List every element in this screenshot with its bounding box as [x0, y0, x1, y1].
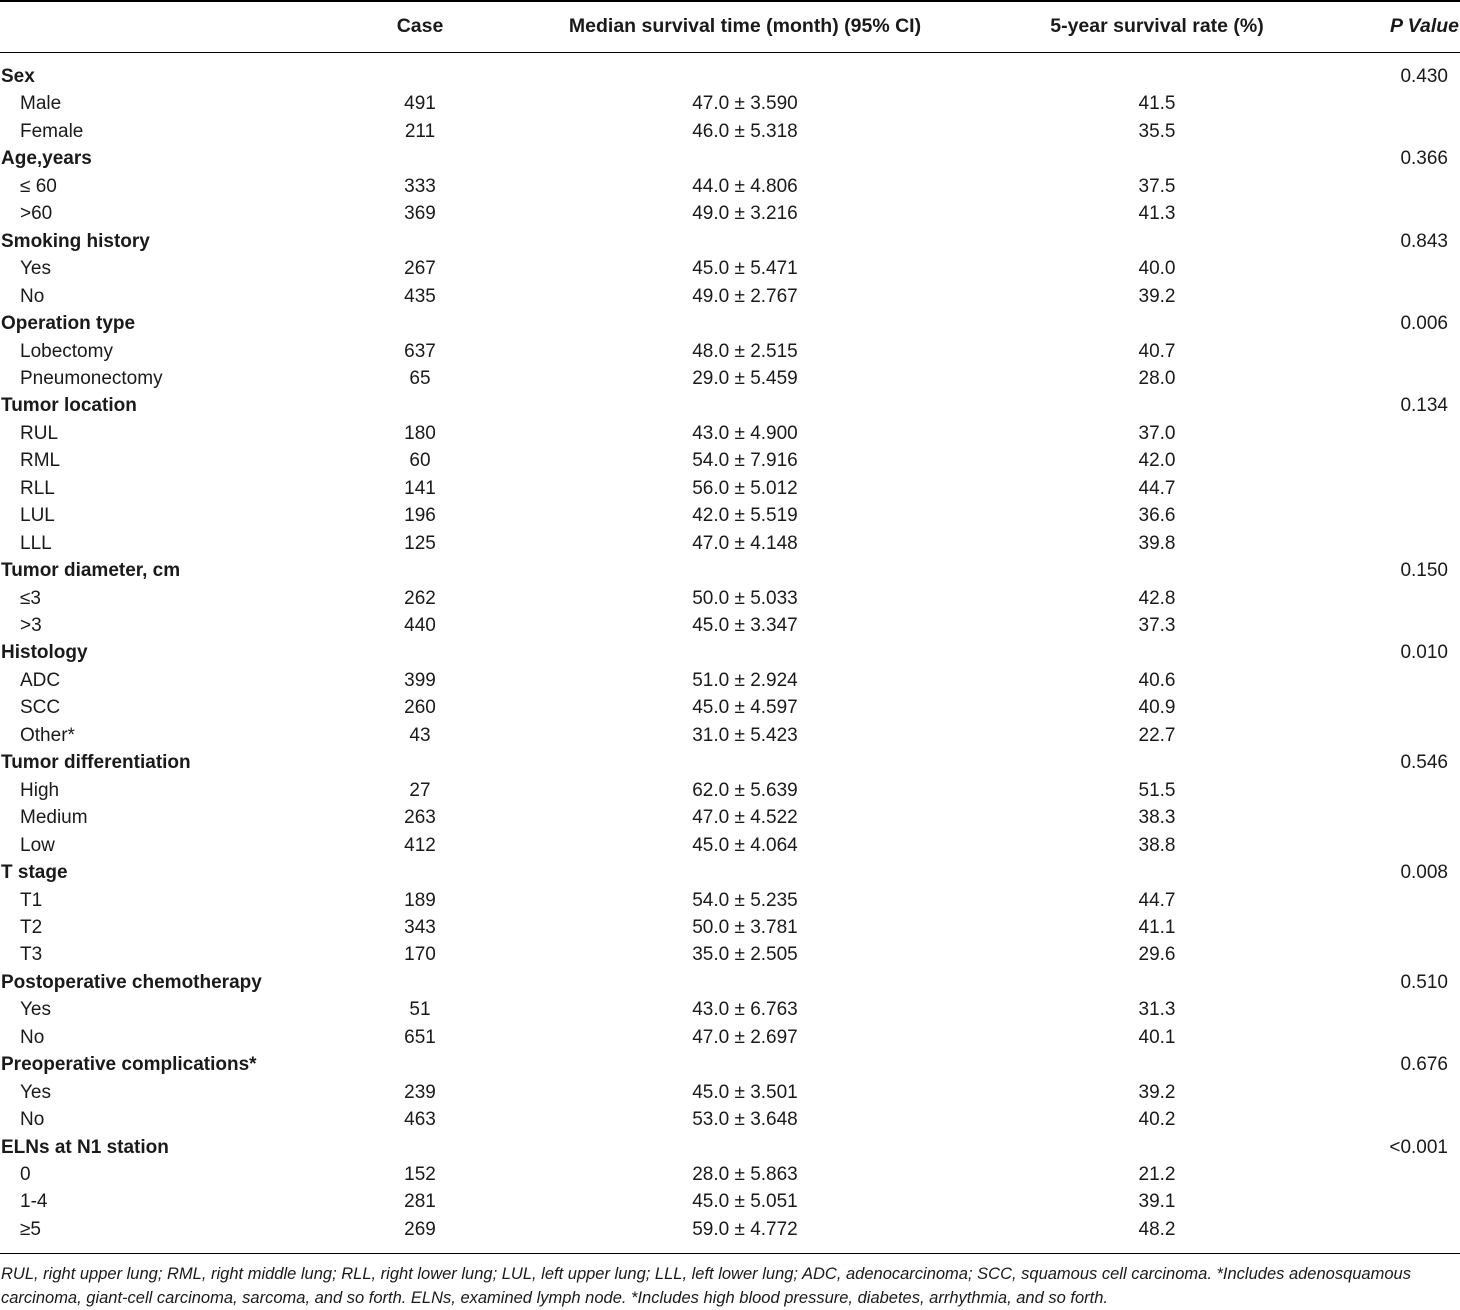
row-label: 0	[20, 1164, 31, 1185]
row-label: Low	[20, 834, 55, 856]
group-row	[0, 1051, 1460, 1078]
table-row	[0, 722, 1460, 749]
table-row	[0, 585, 1460, 612]
case-count: 267	[404, 258, 436, 280]
table-row	[0, 1079, 1460, 1106]
median-survival: 47.0 ± 4.148	[692, 532, 798, 554]
median-survival: 47.0 ± 2.697	[692, 1026, 798, 1048]
median-survival: 45.0 ± 4.597	[692, 697, 798, 719]
row-label: No	[20, 1109, 45, 1131]
median-survival: 45.0 ± 3.347	[692, 615, 798, 636]
survival-rate: 40.2	[1138, 1109, 1176, 1131]
group-label: Tumor diameter, cm	[1, 560, 181, 582]
row-label: Yes	[20, 258, 51, 280]
p-value: 0.510	[1400, 971, 1448, 993]
row-label: RML	[20, 450, 61, 472]
median-survival: 54.0 ± 5.235	[692, 889, 798, 911]
median-survival: 29.0 ± 5.459	[692, 367, 798, 389]
case-count: 43	[409, 724, 431, 746]
case-count: 412	[404, 834, 436, 856]
group-label: Age,years	[1, 148, 92, 170]
case-count: 343	[404, 916, 436, 938]
table-row	[0, 612, 1460, 639]
table-row	[0, 1216, 1460, 1243]
case-count: 170	[404, 944, 436, 966]
row-label: High	[20, 779, 60, 801]
table-row	[0, 338, 1460, 365]
p-value: 0.843	[1400, 230, 1448, 252]
group-row	[0, 228, 1460, 255]
row-label: Lobectomy	[20, 340, 113, 362]
survival-rate: 41.1	[1138, 916, 1176, 938]
case-count: 637	[404, 340, 436, 362]
case-count: 51	[409, 999, 431, 1021]
survival-rate: 37.5	[1138, 175, 1176, 197]
p-value: <0.001	[1389, 1136, 1448, 1158]
table-row	[0, 420, 1460, 447]
row-label: No	[20, 1026, 45, 1048]
header-survival-rate: 5-year survival rate (%)	[1050, 15, 1264, 37]
median-survival: 53.0 ± 3.648	[692, 1109, 798, 1131]
survival-rate: 40.0	[1138, 258, 1176, 280]
survival-rate: 35.5	[1138, 120, 1176, 142]
p-value: 0.006	[1400, 313, 1448, 335]
row-label: Male	[20, 93, 62, 115]
table-row	[0, 1188, 1460, 1215]
case-count: 651	[404, 1026, 436, 1048]
case-count: 211	[404, 120, 436, 142]
median-survival: 31.0 ± 5.423	[692, 724, 798, 746]
median-survival: 49.0 ± 2.767	[692, 285, 798, 307]
case-count: 491	[404, 93, 436, 115]
row-label: Yes	[20, 999, 51, 1021]
group-row	[0, 63, 1460, 90]
table-row	[0, 118, 1460, 145]
group-label: Sex	[1, 66, 35, 87]
group-label: ELNs at N1 station	[1, 1136, 169, 1158]
case-count: 333	[404, 175, 436, 197]
table-row	[0, 1024, 1460, 1051]
survival-rate: 29.6	[1138, 944, 1176, 966]
table-row	[0, 694, 1460, 721]
case-count: 260	[404, 697, 436, 719]
header-median-survival: Median survival time (month) (95% CI)	[568, 15, 922, 37]
row-label: RUL	[20, 422, 59, 444]
p-value: 0.546	[1400, 752, 1448, 774]
table-header-rule	[0, 52, 1460, 53]
table-row	[0, 90, 1460, 117]
row-label: Other*	[20, 724, 75, 746]
row-label: T1	[20, 889, 43, 911]
survival-rate: 40.7	[1138, 340, 1176, 362]
median-survival: 44.0 ± 4.806	[692, 175, 798, 197]
group-row	[0, 1134, 1460, 1161]
table-row	[0, 283, 1460, 310]
survival-rate: 42.8	[1138, 587, 1176, 609]
case-count: 196	[404, 505, 436, 527]
group-row	[0, 310, 1460, 337]
table-row	[0, 887, 1460, 914]
group-row	[0, 749, 1460, 776]
table-row	[0, 941, 1460, 968]
row-label: Female	[20, 120, 84, 142]
median-survival: 28.0 ± 5.863	[692, 1164, 798, 1185]
median-survival: 54.0 ± 7.916	[692, 450, 798, 472]
table-footnote: RUL, right upper lung; RML, right middle lung; RLL, right lower lung; LUL, left upper lung; LLL, left lower lung; ADC, adenocarcinoma; SCC, squamous cell carcinoma. *Includes adenosquamous carcinoma, giant-cell carcinoma, sarcoma, and so forth. ELNs, examined lymph node. *Includes high blood pressure, diabetes, arrhythmia, and so forth.	[1, 1265, 1411, 1307]
survival-rate: 41.3	[1138, 203, 1176, 225]
p-value: 0.150	[1400, 560, 1448, 582]
survival-rate: 40.9	[1138, 697, 1176, 719]
survival-rate: 39.1	[1138, 1191, 1176, 1213]
group-label: Tumor differentiation	[1, 752, 191, 774]
median-survival: 47.0 ± 3.590	[692, 93, 798, 115]
case-count: 125	[404, 532, 436, 554]
p-value: 0.676	[1400, 1054, 1448, 1076]
table-top-rule	[0, 0, 1460, 2]
group-row	[0, 639, 1460, 666]
survival-rate: 36.6	[1138, 505, 1176, 527]
case-count: 189	[404, 889, 436, 911]
median-survival: 45.0 ± 3.501	[692, 1081, 798, 1103]
case-count: 180	[404, 422, 436, 444]
median-survival: 45.0 ± 5.051	[692, 1191, 798, 1213]
survival-rate: 22.7	[1138, 724, 1176, 746]
median-survival: 45.0 ± 5.471	[692, 258, 798, 280]
median-survival: 50.0 ± 5.033	[692, 587, 798, 609]
table-row	[0, 1106, 1460, 1133]
p-value: 0.134	[1400, 395, 1448, 417]
survival-rate: 44.7	[1138, 477, 1176, 499]
survival-rate: 39.8	[1138, 532, 1176, 554]
group-row	[0, 859, 1460, 886]
row-label: Medium	[20, 807, 88, 829]
survival-rate: 48.2	[1138, 1218, 1176, 1240]
table-row	[0, 667, 1460, 694]
group-row	[0, 557, 1460, 584]
median-survival: 43.0 ± 6.763	[692, 999, 798, 1021]
case-count: 463	[404, 1109, 436, 1131]
row-label: LUL	[20, 505, 55, 527]
table-row	[0, 200, 1460, 227]
row-label: ≥5	[20, 1218, 41, 1240]
table-row	[0, 777, 1460, 804]
survival-rate: 37.0	[1138, 422, 1176, 444]
survival-rate: 31.3	[1138, 999, 1176, 1021]
table-row	[0, 804, 1460, 831]
row-label: 1-4	[20, 1191, 48, 1213]
median-survival: 51.0 ± 2.924	[692, 669, 798, 691]
case-count: 399	[404, 669, 436, 691]
survival-rate: 42.0	[1138, 450, 1176, 472]
group-label: Smoking history	[1, 230, 150, 252]
survival-rate: 39.2	[1138, 285, 1176, 307]
group-label: Preoperative complications*	[1, 1054, 257, 1076]
table-header-row	[0, 13, 1460, 40]
survival-rate: 40.6	[1138, 669, 1176, 691]
median-survival: 50.0 ± 3.781	[692, 916, 798, 938]
p-value: 0.008	[1400, 862, 1448, 884]
row-label: ADC	[20, 669, 61, 691]
row-label: >60	[20, 203, 53, 225]
row-label: LLL	[20, 532, 52, 554]
group-row	[0, 145, 1460, 172]
case-count: 262	[404, 587, 436, 609]
case-count: 435	[404, 285, 436, 307]
table-row	[0, 914, 1460, 941]
group-row	[0, 392, 1460, 419]
median-survival: 49.0 ± 3.216	[692, 203, 798, 225]
survival-rate: 28.0	[1138, 367, 1176, 389]
survival-rate: 51.5	[1138, 779, 1176, 801]
median-survival: 43.0 ± 4.900	[692, 422, 798, 444]
survival-rate: 21.2	[1138, 1164, 1176, 1185]
p-value: 0.010	[1400, 642, 1448, 664]
table-row	[0, 502, 1460, 529]
table-row	[0, 996, 1460, 1023]
row-label: >3	[20, 615, 42, 636]
survival-rate: 41.5	[1138, 93, 1176, 115]
group-label: Postoperative chemotherapy	[1, 971, 262, 993]
case-count: 369	[404, 203, 436, 225]
table-row	[0, 1161, 1460, 1188]
row-label: Pneumonectomy	[20, 367, 163, 389]
survival-rate: 38.3	[1138, 807, 1176, 829]
median-survival: 59.0 ± 4.772	[692, 1218, 798, 1240]
p-value: 0.366	[1400, 148, 1448, 170]
group-label: Histology	[1, 642, 88, 664]
table-row	[0, 365, 1460, 392]
group-row	[0, 969, 1460, 996]
case-count: 152	[404, 1164, 436, 1185]
header-case: Case	[396, 15, 444, 37]
median-survival: 35.0 ± 2.505	[692, 944, 798, 966]
median-survival: 47.0 ± 4.522	[692, 807, 798, 829]
median-survival: 56.0 ± 5.012	[692, 477, 798, 499]
median-survival: 42.0 ± 5.519	[692, 505, 798, 527]
table-row	[0, 447, 1460, 474]
case-count: 269	[404, 1218, 436, 1240]
median-survival: 46.0 ± 5.318	[692, 120, 798, 142]
row-label: RLL	[20, 477, 55, 499]
case-count: 60	[409, 450, 431, 472]
row-label: SCC	[20, 697, 61, 719]
survival-rate: 38.8	[1138, 834, 1176, 856]
table-row	[0, 255, 1460, 282]
case-count: 141	[404, 477, 436, 499]
median-survival: 48.0 ± 2.515	[692, 340, 798, 362]
case-count: 440	[404, 615, 436, 636]
survival-rate: 37.3	[1138, 615, 1176, 636]
survival-rate: 44.7	[1138, 889, 1176, 911]
table-row	[0, 530, 1460, 557]
median-survival: 45.0 ± 4.064	[692, 834, 798, 856]
row-label: No	[20, 285, 45, 307]
case-count: 263	[404, 807, 436, 829]
table-row	[0, 475, 1460, 502]
table-row	[0, 173, 1460, 200]
case-count: 239	[404, 1081, 436, 1103]
table-bottom-rule	[0, 1253, 1460, 1254]
p-value: 0.430	[1400, 66, 1448, 87]
group-label: T stage	[1, 862, 68, 884]
survival-rate: 39.2	[1138, 1081, 1176, 1103]
header-p-value: P Value	[1389, 15, 1459, 37]
case-count: 281	[404, 1191, 436, 1213]
group-label: Tumor location	[1, 395, 137, 417]
row-label: T3	[20, 944, 43, 966]
row-label: T2	[20, 916, 43, 938]
row-label: ≤3	[20, 587, 41, 609]
group-label: Operation type	[1, 313, 136, 335]
row-label: ≤ 60	[20, 175, 57, 197]
case-count: 65	[409, 367, 431, 389]
row-label: Yes	[20, 1081, 51, 1103]
table-row	[0, 832, 1460, 859]
survival-rate: 40.1	[1138, 1026, 1176, 1048]
median-survival: 62.0 ± 5.639	[692, 779, 798, 801]
case-count: 27	[409, 779, 431, 801]
